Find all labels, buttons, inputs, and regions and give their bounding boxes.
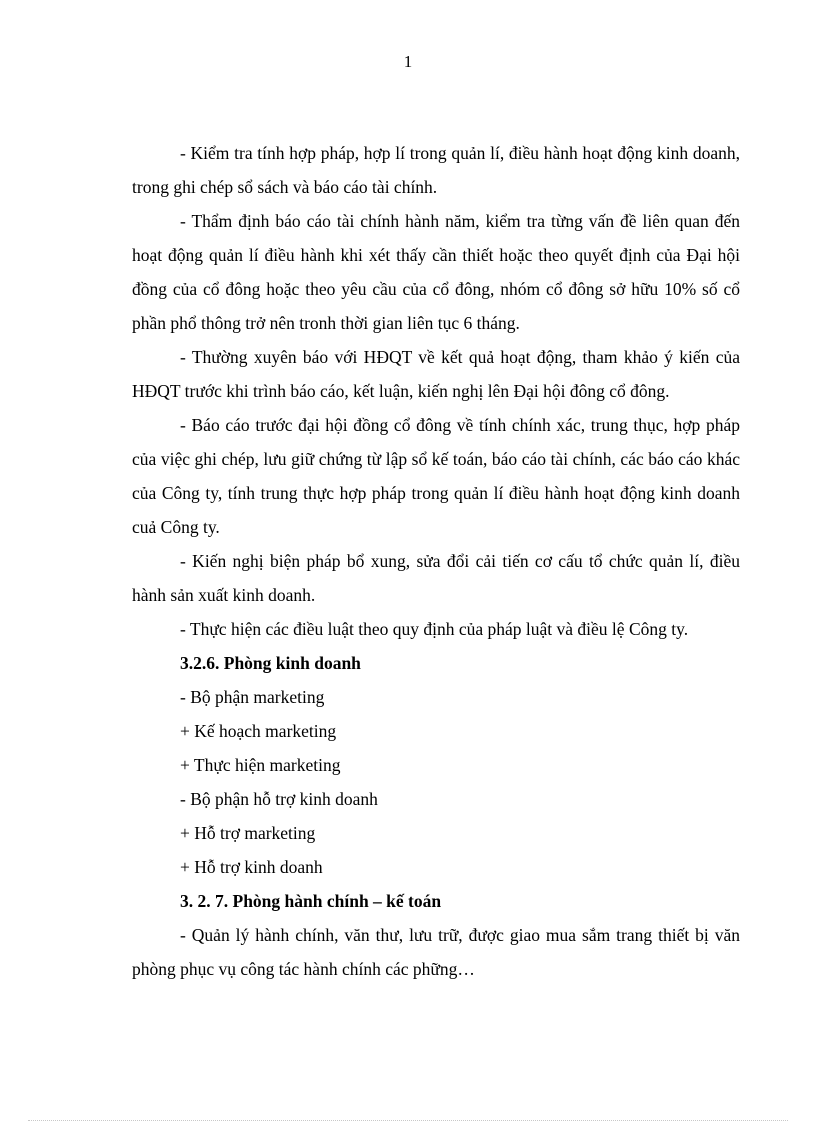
section-heading-business-department: 3.2.6. Phòng kinh doanh [180,653,361,673]
list-item: + Hỗ trợ kinh doanh [180,857,323,877]
paragraph-admin-management: - Quản lý hành chính, văn thư, lưu trữ, được giao mua sắm trang thiết bị văn phòng phục vụ công tác hành chính các phững… [132,925,740,979]
section-heading-admin-accounting: 3. 2. 7. Phòng hành chính – kế toán [180,891,442,911]
paragraph-audit-legality: - Kiểm tra tính hợp pháp, hợp lí trong quản lí, điều hành hoạt động kinh doanh, trong ghi chép sổ sách và báo cáo tài chính. [132,143,740,197]
page-bottom-divider [28,1120,788,1121]
paragraph-implement-regulations: - Thực hiện các điều luật theo quy định của pháp luật và điều lệ Công ty. [180,619,689,639]
list-item: + Hỗ trợ marketing [180,823,316,843]
paragraph-propose-measures: - Kiến nghị biện pháp bổ xung, sửa đổi cải tiến cơ cấu tổ chức quản lí, điều hành sản xuất kinh doanh. [132,551,740,605]
list-item: + Thực hiện marketing [180,755,341,775]
list-item: + Kế hoạch marketing [180,721,337,741]
list-item: - Bộ phận marketing [180,687,325,707]
paragraph-appraise-reports: - Thẩm định báo cáo tài chính hành năm, kiểm tra từng vấn đề liên quan đến hoạt động quản lí điều hành khi xét thấy cần thiết hoặc theo quyết định của Đại hội đồng của cổ đông hoặc theo yêu cầu của cổ đông, nhóm cổ đông sở hữu 10% số cổ phần phổ thông trở nên tronh thời gian liên tục 6 tháng. [132,211,740,333]
page-number: 1 [403,52,413,71]
list-item: - Bộ phận hỗ trợ kinh doanh [180,789,378,809]
paragraph-report-to-board: - Thường xuyên báo với HĐQT về kết quả hoạt động, tham khảo ý kiến của HĐQT trước khi trình báo cáo, kết luận, kiến nghị lên Đại hội đông cổ đông. [132,347,740,401]
document-body [132,136,740,986]
paragraph-report-to-shareholders: - Báo cáo trước đại hội đồng cổ đông về tính chính xác, trung thục, hợp pháp của việc ghi chép, lưu giữ chứng từ lập sổ kế toán, báo cáo tài chính, các báo cáo khác của Công ty, tính trung thực hợp pháp trong quản lí điều hành hoạt động kinh doanh cuả Công ty. [132,415,740,537]
